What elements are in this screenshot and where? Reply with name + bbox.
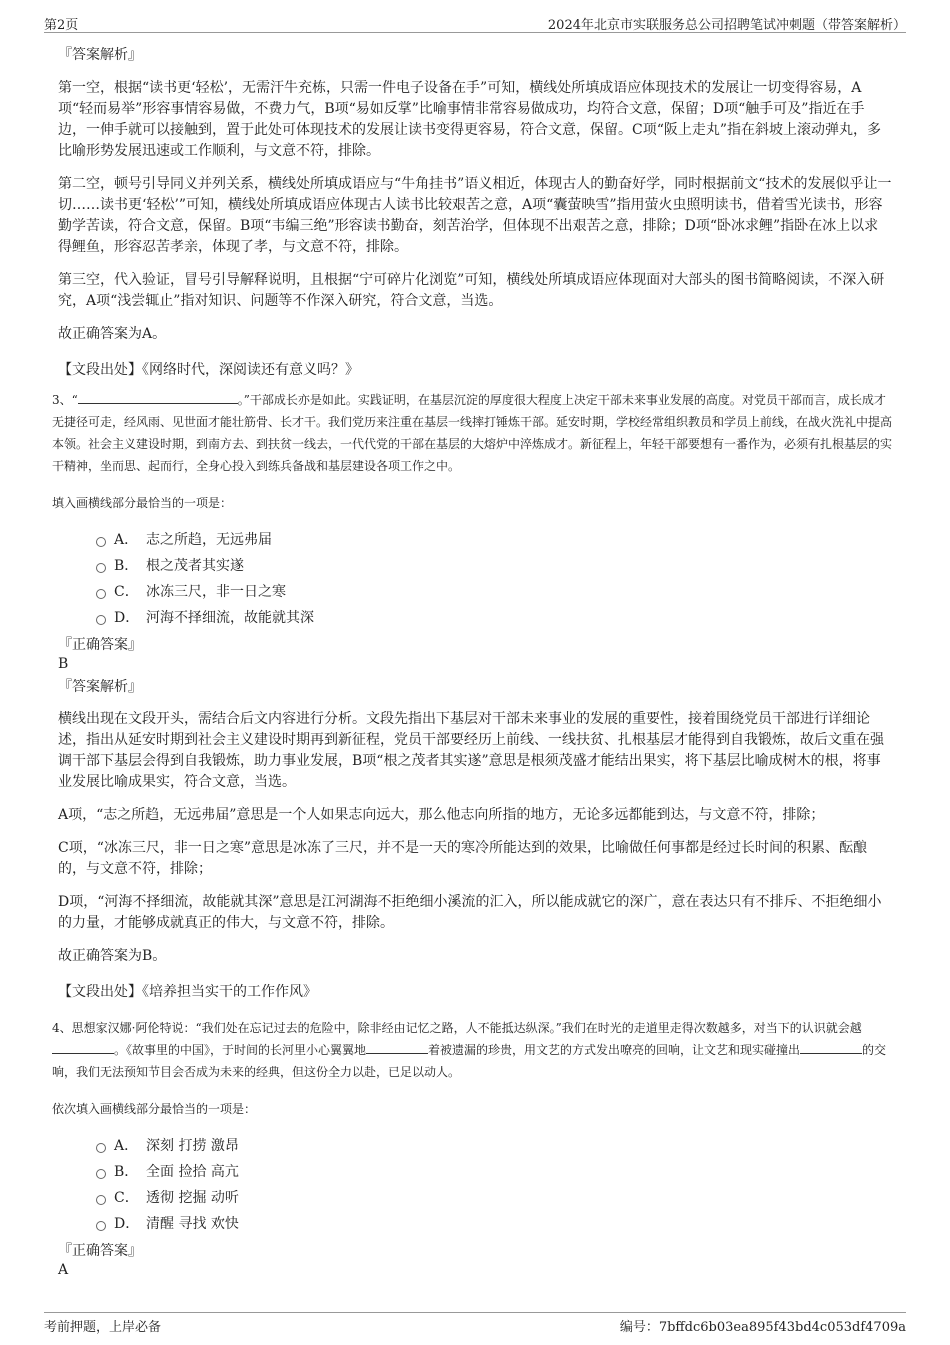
question-number: 3、“ bbox=[52, 393, 78, 407]
radio-icon[interactable] bbox=[96, 537, 106, 547]
passage-source: 【文段出处】《网络时代，深阅读还有意义吗？》 bbox=[58, 362, 359, 378]
conclusion: 故正确答案为B。 bbox=[58, 948, 167, 964]
option-a[interactable]: A． 深刻 打捞 激昂 bbox=[96, 1133, 892, 1159]
answer-explanation-tag: 『答案解析』 bbox=[58, 47, 142, 63]
question-prompt: 依次填入画横线部分最恰当的一项是： bbox=[52, 1102, 257, 1116]
radio-icon[interactable] bbox=[96, 615, 106, 625]
option-d[interactable]: D． 河海不择细流，故能就其深 bbox=[96, 605, 892, 631]
option-c[interactable]: C． 透彻 挖掘 动听 bbox=[96, 1185, 892, 1211]
question-4-text: 4、思想家汉娜·阿伦特说：“我们处在忘记过去的危险中，除非经由记忆之路，人不能抵达纵深。”我们在时光的走道里走得次数越多，对当下的认识就会越。《故事里的中国》，于时间的长河里小心翼翼地 着被遗漏的珍贵，用文艺的方式发出嘹亮的回响，让文艺和现实碰撞出 的交响，我们无法预知节目会否成为未来的经典，但这份全力以赴，已足以动人。 bbox=[52, 1021, 887, 1079]
correct-answer-tag: 『正确答案』 bbox=[58, 637, 142, 653]
document-body bbox=[52, 44, 893, 1279]
radio-icon[interactable] bbox=[96, 1169, 106, 1179]
radio-icon[interactable] bbox=[96, 1195, 106, 1205]
fill-blank bbox=[800, 1039, 862, 1054]
fill-blank bbox=[78, 389, 238, 404]
document-title: 2024年北京市实联服务总公司招聘笔试冲刺题（带答案解析） bbox=[547, 18, 906, 33]
fill-blank bbox=[52, 1039, 114, 1054]
option-b[interactable]: B． 全面 捡拾 高亢 bbox=[96, 1159, 892, 1185]
fill-blank bbox=[366, 1039, 428, 1054]
question-3-text bbox=[52, 389, 892, 477]
radio-icon[interactable] bbox=[96, 1143, 106, 1153]
page-footer bbox=[44, 1312, 906, 1335]
option-c[interactable]: C． 冰冻三尺，非一日之寒 bbox=[96, 579, 892, 605]
explanation-paragraph: C项，“冰冻三尺，非一日之寒”意思是冰冻了三尺，并不是一天的寒冷所能达到的效果，比喻做任何事都是经过长时间的积累、酝酿的，与文意不符，排除； bbox=[58, 840, 868, 877]
option-a[interactable]: A． 志之所趋，无远弗届 bbox=[96, 527, 892, 553]
explanation-paragraph: 第一空，根据“读书更‘轻松’，无需汗牛充栋，只需一件电子设备在手”可知，横线处所填成语应体现技术的发展让一切变得容易，A项“轻而易举”形容事情容易做，不费力气，B项“易如反掌”比喻事情非常容易做成功，均符合文意，保留；D项“触手可及”指近在手边，一伸手就可以接触到，置于此处可体现技术的发展让读书变得更容易，符合文意，保留。C项“阪上走丸”指在斜坡上滚动弹丸，多比喻形势发展迅速或工作顺利，与文意不符，排除。 bbox=[58, 80, 882, 159]
explanation-paragraph: 第二空，顿号引导同义并列关系，横线处所填成语应与“牛角挂书”语义相近，体现古人的勤奋好学，同时根据前文“技术的发展似乎让一切……读书更‘轻松’”可知，横线处所填成语应体现古人读书比较艰苦之意，A项“囊萤映雪”指用萤火虫照明读书，借着雪光读书，形容勤学苦读，符合文意，保留。B项“韦编三绝”形容读书勤奋，刻苦治学，但体现不出艰苦之意，排除；D项“卧冰求鲤”指卧在冰上以求得鲤鱼，形容忍苦孝亲，体现了孝，与文意不符，排除。 bbox=[58, 176, 892, 255]
radio-icon[interactable] bbox=[96, 1221, 106, 1231]
radio-icon[interactable] bbox=[96, 589, 106, 599]
radio-icon[interactable] bbox=[96, 563, 106, 573]
question-3-options bbox=[96, 527, 892, 631]
page-header bbox=[44, 12, 906, 33]
option-d[interactable]: D． 清醒 寻找 欢快 bbox=[96, 1211, 892, 1237]
correct-answer-tag: 『正确答案』 bbox=[58, 1243, 142, 1259]
correct-answer-value: B bbox=[58, 656, 69, 672]
passage-source: 【文段出处】《培养担当实干的工作作风》 bbox=[58, 984, 317, 1000]
question-4-options bbox=[96, 1133, 892, 1237]
conclusion: 故正确答案为A。 bbox=[58, 326, 167, 342]
answer-explanation-tag: 『答案解析』 bbox=[58, 679, 142, 695]
explanation-paragraph: A项，“志之所趋，无远弗届”意思是一个人如果志向远大，那么他志向所指的地方，无论多远都能到达，与文意不符，排除； bbox=[58, 807, 825, 823]
option-b[interactable]: B． 根之茂者其实遂 bbox=[96, 553, 892, 579]
page-number: 第2页 bbox=[44, 18, 79, 33]
footer-slogan: 考前押题，上岸必备 bbox=[44, 1320, 162, 1335]
question-prompt: 填入画横线部分最恰当的一项是： bbox=[52, 496, 233, 510]
explanation-paragraph: 横线出现在文段开头，需结合后文内容进行分析。文段先指出下基层对干部未来事业的发展的重要性，接着围绕党员干部进行详细论述，指出从延安时期到社会主义建设时期再到新征程，党员干部要经历上前线、一线扶贫、扎根基层才能得到自我锻炼，故后文重在强调干部下基层会得到自我锻炼，助力事业发展，B项“根之茂者其实遂”意思是根须茂盛才能结出果实，将下基层比喻成树木的根，将事业发展比喻成果实，符合文意，当选。 bbox=[58, 711, 884, 790]
explanation-paragraph: D项，“河海不择细流，故能就其深”意思是江河湖海不拒绝细小溪流的汇入，所以能成就它的深广，意在表达只有不排斥、不拒绝细小的力量，才能够成就真正的伟大，与文意不符，排除。 bbox=[58, 894, 882, 931]
explanation-paragraph: 第三空，代入验证，冒号引导解释说明，且根据“宁可碎片化浏览”可知，横线处所填成语应体现面对大部头的图书简略阅读，不深入研究，A项“浅尝辄止”指对知识、问题等不作深入研究，符合文意，当选。 bbox=[58, 272, 885, 309]
document-id: 编号：7bffdc6b03ea895f43bd4c053df4709a bbox=[619, 1320, 906, 1335]
correct-answer-value: A bbox=[58, 1262, 69, 1278]
question-passage: 。”干部成长亦是如此。实践证明，在基层沉淀的厚度很大程度上决定干部未来事业发展的高度。对党员干部而言，成长成才无捷径可走，经风雨、见世面才能壮筋骨、长才干。我们党历来注重在基层一线摔打锤炼干部。延安时期，学校经常组织教员和学员上前线，在战火洗礼中提高本领。社会主义建设时期，到南方去、到扶贫一线去，一代代党的干部在基层的大熔炉中淬炼成才。新征程上，年轻干部要想有一番作为，必须有扎根基层的实干精神，坐而思、起而行，全身心投入到练兵备战和基层建设各项工作之中。 bbox=[52, 393, 893, 473]
